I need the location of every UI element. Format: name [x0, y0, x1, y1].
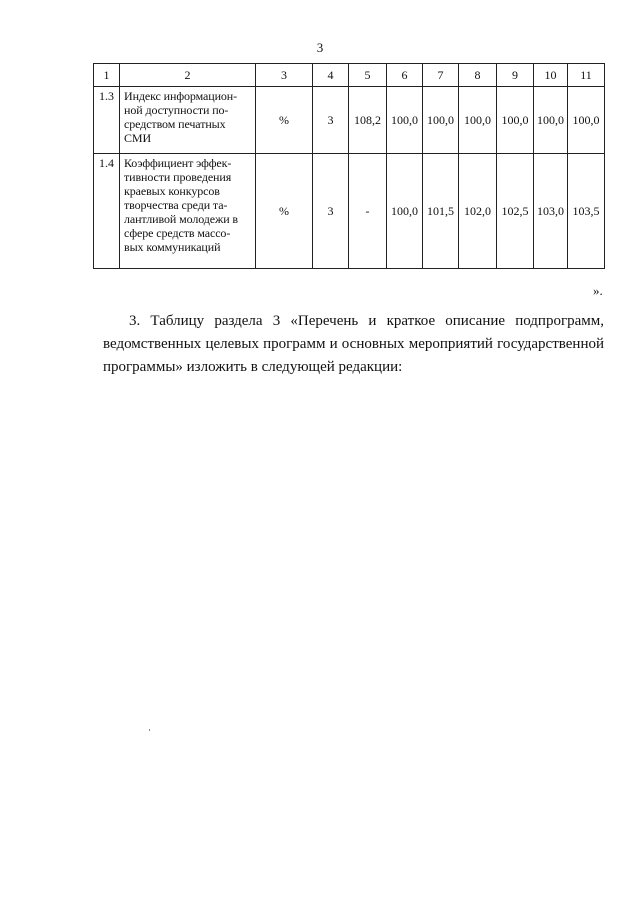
row-number: 1.4 [94, 154, 120, 269]
weight-cell: 3 [313, 154, 349, 269]
value-cell: 100,0 [534, 87, 568, 154]
value-cell: 100,0 [423, 87, 459, 154]
unit-cell: % [256, 154, 313, 269]
closing-quote: ». [593, 283, 603, 298]
value-cell: 102,0 [459, 154, 497, 269]
weight-cell: 3 [313, 87, 349, 154]
value-cell: 103,5 [568, 154, 605, 269]
header-cell: 7 [423, 64, 459, 87]
body-paragraph: 3. Таблицу раздела 3 «Перечень и краткое описание подпрограмм, ведомственных целевых программ и основных мероприятий государственной программы» изложить в следующей редакции: [103, 313, 604, 375]
value-cell: 100,0 [387, 154, 423, 269]
value-cell: 103,0 [534, 154, 568, 269]
table-row [94, 87, 605, 154]
value-cell: 100,0 [497, 87, 534, 154]
value-cell: - [349, 154, 387, 269]
table-header-row [94, 64, 605, 87]
header-cell: 11 [568, 64, 605, 87]
header-cell: 2 [120, 64, 256, 87]
indicator-name-line: лантливой молодежи в [124, 212, 238, 226]
page-number: 3 [316, 40, 324, 55]
indicator-name-line: творчества среди та- [124, 198, 228, 212]
value-cell: 100,0 [387, 87, 423, 154]
indicator-name-line: вых коммуникаций [124, 240, 221, 254]
indicator-name-line: СМИ [124, 131, 152, 145]
indicator-name-line: Индекс информацион- [124, 89, 238, 103]
indicator-name-line: Коэффициент эффек- [124, 156, 232, 170]
indicator-name [120, 154, 256, 269]
indicator-name-line: сфере средств массо- [124, 226, 231, 240]
header-cell: 4 [313, 64, 349, 87]
header-cell: 5 [349, 64, 387, 87]
indicator-name-line: ной доступности по- [124, 103, 229, 117]
value-cell: 100,0 [459, 87, 497, 154]
header-cell: 10 [534, 64, 568, 87]
unit-cell: % [256, 87, 313, 154]
header-cell: 6 [387, 64, 423, 87]
value-cell: 108,2 [349, 87, 387, 154]
header-cell: 8 [459, 64, 497, 87]
value-cell: 102,5 [497, 154, 534, 269]
table-row [94, 154, 605, 269]
header-cell: 3 [256, 64, 313, 87]
indicator-name-line: краевых конкурсов [124, 184, 220, 198]
indicators-table [93, 63, 605, 269]
indicator-name [120, 87, 256, 154]
value-cell: 100,0 [568, 87, 605, 154]
header-cell: 1 [94, 64, 120, 87]
row-number: 1.3 [94, 87, 120, 154]
value-cell: 101,5 [423, 154, 459, 269]
indicator-name-line: тивности проведения [124, 170, 232, 184]
indicator-name-line: средством печатных [124, 117, 226, 131]
scan-speck [149, 729, 150, 731]
header-cell: 9 [497, 64, 534, 87]
